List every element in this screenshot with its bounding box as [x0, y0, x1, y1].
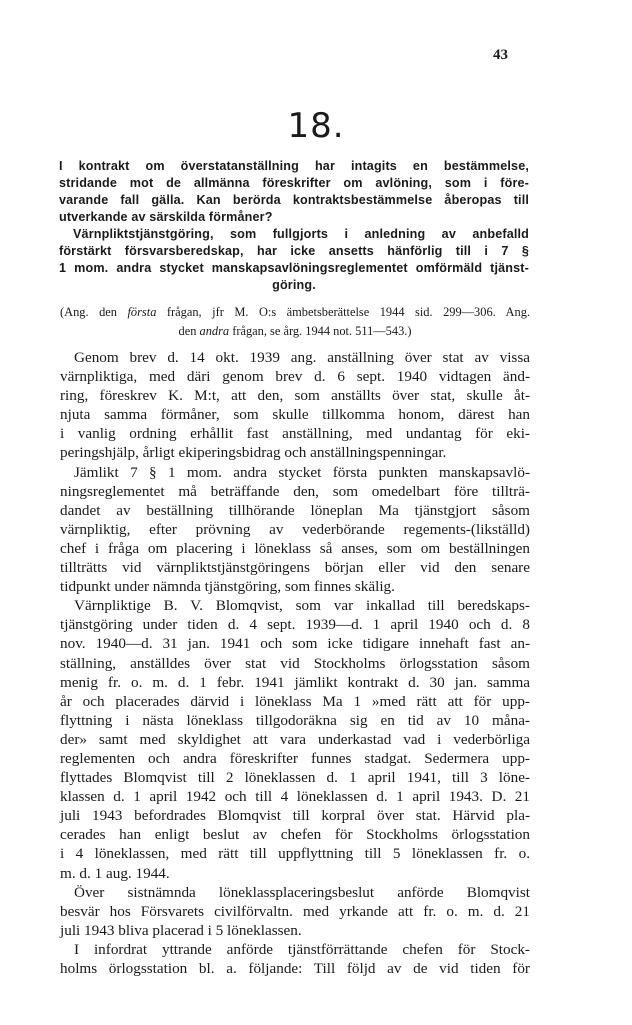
body-line: reglementen och andra föreskrifter funnes stadgat. Sedermera upp-	[60, 749, 530, 767]
body-line: ställning, anställdes över stat vid Stockholms örlogsstation såsom	[60, 654, 530, 672]
heading-line: 1 mom. andra stycket manskapsavlöningsreglementet omförmäld tjänst-	[59, 261, 529, 275]
heading-line: stridande mot de allmänna föreskrifter om avlöning, som i före-	[59, 176, 529, 190]
body-line: värnpliktiga, med däri genom brev d. 6 sept. 1940 vidtagen änd-	[60, 368, 530, 386]
reference-italic-word: första	[127, 305, 157, 319]
body-line: år och placerades därvid i löneklass Ma 1 »med rätt att för upp-	[60, 692, 530, 710]
heading-line: I kontrakt om överstatanställning har intagits en bestämmelse,	[59, 159, 529, 173]
section-heading	[59, 158, 529, 294]
body-line: Över sistnämnda löneklassplaceringsbeslut anförde Blomqvist	[74, 883, 530, 901]
body-line: ningsreglementet må beträffande den, som omedelbart före tillträ-	[60, 482, 530, 500]
body-line: värnpliktig, efter prövning av vederbörande regements-(likställd)	[60, 520, 530, 538]
body-line: chef i fråga om placering i löneklass så anses, som om beställningen	[60, 539, 530, 557]
reference-text: frågan, jfr M. O:s ämbetsberättelse 1944 sid. 299—306. Ang.	[156, 305, 530, 319]
body-line: i 4 löneklassen, med rätt till uppflyttning till 5 löneklassen fr. o.	[60, 845, 530, 863]
reference-text: frågan, se årg. 1944 not. 511—543.)	[229, 324, 412, 338]
page-number: 43	[493, 47, 508, 63]
body-line: tidpunkt under nämnda tjänstgöring, som finnes skälig.	[60, 578, 395, 596]
body-line: der» samt med skyldighet att vara underkastad vad i vederbörliga	[60, 730, 530, 748]
body-line: menig fr. o. m. d. 1 febr. 1941 jämlikt kontrakt d. 30 jan. samma	[60, 673, 530, 691]
reference-italic-word: andra	[199, 324, 230, 338]
heading-line: varande fall gälla. Kan berörda kontraktsbestämmelse åberopas till	[59, 193, 529, 207]
body-line: flyttades Blomqvist till 2 löneklassen d. 1 april 1941, till 3 löne-	[60, 769, 530, 787]
heading-line: Värnpliktstjänstgöring, som fullgjorts i anledning av anbefalld	[73, 227, 529, 241]
body-line: m. d. 1 aug. 1944.	[60, 864, 170, 882]
section-number: 18.	[287, 106, 345, 146]
body-line: tillträtts vid värnpliktstjänstgöringens början eller vid den senare	[60, 559, 530, 577]
heading-line: utverkande av särskilda förmåner?	[59, 210, 273, 224]
body-line: I infordrat yttrande anförde tjänstförrättande chefen för Stock-	[74, 940, 530, 958]
body-line: dandet av beställning tillhörande löneplan Ma tjänstgjort såsom	[60, 501, 530, 519]
reference-line	[60, 322, 530, 341]
reference-line	[60, 303, 530, 322]
body-line: tjänstgöring under tiden d. 4 sept. 1939—d. 1 april 1940 och d. 8	[60, 616, 530, 634]
body-line: ring, föreskrev K. M:t, att den, som anställts över stat, skulle åt-	[60, 387, 530, 405]
body-line: peringshjälp, årligt ekiperingsbidrag och anställningspenningar.	[60, 444, 447, 462]
heading-line: göring.	[272, 278, 316, 292]
reference-text: den	[178, 324, 200, 338]
body-line: Genom brev d. 14 okt. 1939 ang. anställning över stat av vissa	[74, 349, 530, 366]
case-reference	[60, 303, 530, 341]
body-line: Jämlikt 7 § 1 mom. andra stycket första punkten manskapsavlö-	[74, 463, 530, 481]
body-line: cerades han enligt beslut av chefen för Stockholms örlogsstation	[60, 826, 530, 844]
body-line: juli 1943 befordrades Blomqvist till korpral över stat. Härvid pla-	[60, 807, 530, 825]
body-line: flyttning i nästa löneklass tillgodoräkna sig en tid av 10 måna-	[60, 711, 530, 729]
body-line: Värnpliktige B. V. Blomqvist, som var inkallad till beredskaps-	[74, 597, 530, 615]
body-text	[60, 348, 530, 978]
body-line: klassen d. 1 april 1942 och till 4 löneklassen d. 1 april 1943. D. 21	[60, 788, 530, 806]
reference-text: (Ang. den	[60, 305, 128, 319]
body-line: besvär hos Försvarets civilförvaltn. med yrkande att fr. o. m. d. 21	[60, 902, 530, 920]
heading-line: förstärkt försvarsberedskap, har icke ansetts hänförlig till i 7 §	[59, 244, 529, 258]
body-line: nov. 1940—d. 31 jan. 1941 och som icke tidigare innehaft fast an-	[60, 635, 530, 653]
body-line: juli 1943 bliva placerad i 5 löneklassen.	[60, 921, 302, 939]
body-line: njuta samma förmåner, som skulle tillkomma honom, därest han	[60, 406, 530, 424]
body-line: i vanlig ordning erhållit fast anställning, med undantag för eki-	[60, 425, 530, 443]
body-line: holms örlogsstation bl. a. följande: Till följd av de vid tiden för	[60, 960, 530, 977]
